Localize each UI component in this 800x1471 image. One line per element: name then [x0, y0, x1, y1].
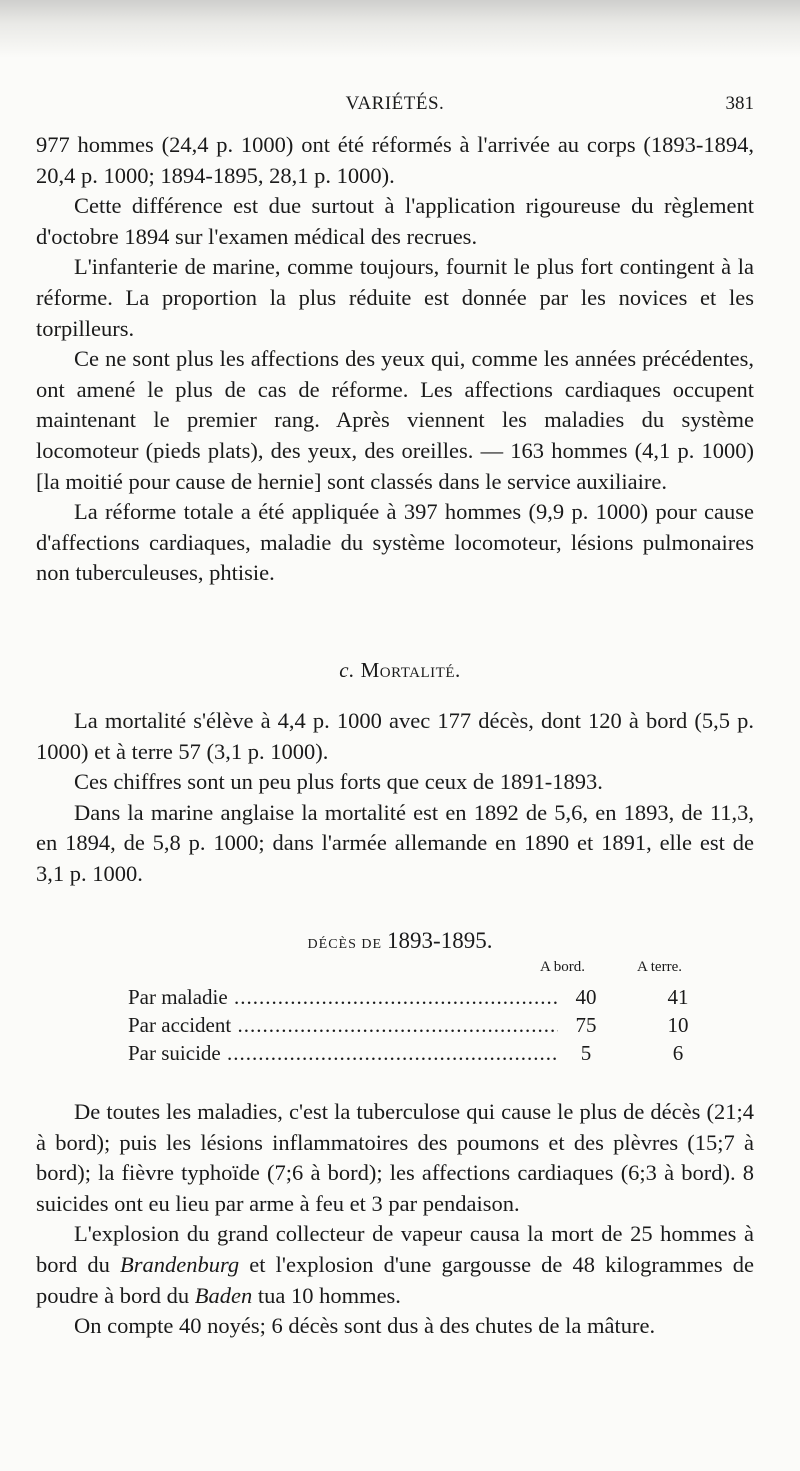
section-letter: c.	[339, 658, 355, 682]
column-header-bord: A bord.	[540, 959, 585, 975]
text-run: et l'explosion d'une gargousse de 48 kilogrammes de poudre à bord du	[36, 1251, 754, 1308]
paragraph: La mortalité s'élève à 4,4 p. 1000 avec 177 décès, dont 120 à bord (5,5 p. 1000) et à terre 57 (3,1 p. 1000).	[36, 708, 754, 764]
paragraph: La réforme totale a été appliquée à 397 hommes (9,9 p. 1000) pour cause d'affections cardiaques, maladie du système locomoteur, lésions pulmonaires non tuberculeuses, phtisie.	[36, 499, 754, 586]
scan-edge-shadow	[0, 0, 800, 58]
table-title-years: 1893-1895.	[387, 928, 493, 953]
top-text-block	[36, 130, 754, 589]
row-label: Par accident .....	[128, 1013, 558, 1038]
table-title	[0, 928, 800, 954]
table-row	[128, 1013, 688, 1043]
bottom-text-block	[36, 1097, 754, 1342]
text-run: L'explosion du grand collecteur de vapeur causa la mort de 25 hommes à bord du	[36, 1221, 754, 1277]
column-header-terre: A terre.	[637, 959, 682, 975]
mid-text-block	[36, 706, 754, 890]
running-title: VARIÉTÉS.	[345, 93, 445, 114]
cell-terre: 6	[672, 1041, 684, 1065]
ship-name: Brandenburg	[120, 1251, 240, 1277]
paragraph-explosion	[36, 1219, 754, 1311]
paragraph: De toutes les maladies, c'est la tuberculose qui cause le plus de décès (21;4 à bord); puis les lésions inflammatoires des poumons et des plèvres (15;7 à bord); la fièvre typhoïde (7;6 à bord); les affections cardiaques (6;3 à bord). 8 suicides ont eu lieu par arme à feu et 3 par pendaison.	[36, 1099, 754, 1216]
table-title-prefix: DÉCÈS DE	[307, 937, 383, 952]
text-run: tua 10 hommes.	[252, 1282, 401, 1308]
paragraph: Ces chiffres sont un peu plus forts que ceux de 1891-1893.	[74, 769, 603, 795]
cell-terre: 41	[667, 985, 689, 1009]
row-label: Par suicide .....	[128, 1041, 558, 1066]
section-heading	[0, 658, 800, 683]
page-header	[36, 93, 754, 119]
paragraph: Cette différence est due surtout à l'application rigoureuse du règlement d'octobre 1894 sur l'examen médical des recrues.	[36, 193, 754, 249]
cell-bord: 75	[566, 1013, 606, 1038]
paragraph: On compte 40 noyés; 6 décès sont dus à des chutes de la mâture.	[74, 1313, 656, 1339]
table-row	[128, 985, 688, 1015]
paragraph: Dans la marine anglaise la mortalité est en 1892 de 5,6, en 1893, de 11,3, en 1894, de 5,8 p. 1000; dans l'armée allemande en 1890 et 1891, elle est de 3,1 p. 1000.	[36, 799, 754, 886]
cell-bord: 40	[566, 985, 606, 1010]
paragraph: L'infanterie de marine, comme toujours, fournit le plus fort contingent à la réforme. La proportion la plus réduite est donnée par les novices et les torpilleurs.	[36, 254, 754, 341]
table-row	[128, 1041, 688, 1071]
ship-name: Baden	[194, 1282, 253, 1308]
cell-terre: 10	[667, 1013, 689, 1037]
cell-bord: 5	[566, 1041, 606, 1066]
section-title: Mortalité.	[360, 658, 461, 682]
page-number: 381	[725, 93, 754, 114]
paragraph: Ce ne sont plus les affections des yeux qui, comme les années précédentes, ont amené le plus de cas de réforme. Les affections cardiaques occupent maintenant le premier rang. Après viennent les maladies du système locomoteur (pieds plats), des yeux, des oreilles. — 163 hommes (4,1 p. 1000) [la moitié pour cause de hernie] sont classés dans le service auxiliaire.	[36, 346, 754, 494]
row-label: Par maladie .....	[128, 985, 558, 1010]
paragraph: 977 hommes (24,4 p. 1000) ont été réformés à l'arrivée au corps (1893-1894, 20,4 p. 1000; 1894-1895, 28,1 p. 1000).	[36, 132, 754, 188]
